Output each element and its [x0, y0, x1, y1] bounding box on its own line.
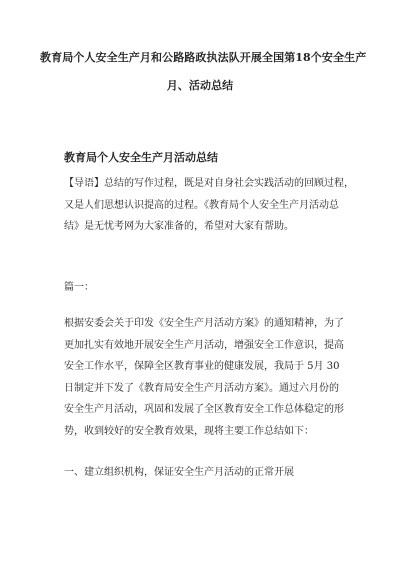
title-line-1: 教育局个人安全生产月和公路路政执法队开展全国第18个安全生产	[40, 51, 367, 64]
body-line-3: 安全工作水平，保障全区教育事业的健康发展，我局于 5月 30	[64, 361, 340, 372]
body-line-4: 日制定并下发了《教育局安全生产月活动方案》。通过六月份的	[64, 382, 339, 394]
body-line-1: 根据安委会关于印发《安全生产月活动方案》的通知精神，为了	[64, 318, 344, 329]
document-title	[40, 44, 367, 100]
intro-line-3: 结》是无忧考网为大家准备的，希望对大家有帮助。	[64, 221, 294, 232]
title-line-2: 月、活动总结	[166, 79, 234, 92]
body-line-2: 更加扎实有效地开展安全生产月活动，增强安全工作意识，提高	[64, 339, 344, 351]
body-line-6: 势，收到较好的安全教育效果，现将主要工作总结如下：	[64, 425, 314, 437]
intro-paragraph	[64, 173, 362, 238]
section-label: 篇一：	[64, 282, 94, 293]
intro-line-1: 【导语】总结的写作过程，既是对自身社会实践活动的回顾过程，	[64, 178, 354, 189]
body-paragraph	[64, 313, 362, 442]
body-line-5: 安全生产月活动，巩固和发展了全区教育安全工作总体稳定的形	[64, 404, 344, 415]
intro-line-2: 又是人们思想认识提高的过程。《教育局个人安全生产月活动总	[64, 199, 339, 211]
section-heading-1: 一、建立组织机构，保证安全生产月活动的正常开展	[64, 467, 294, 478]
article-subtitle: 教育局个人安全生产月活动总结	[64, 151, 218, 164]
